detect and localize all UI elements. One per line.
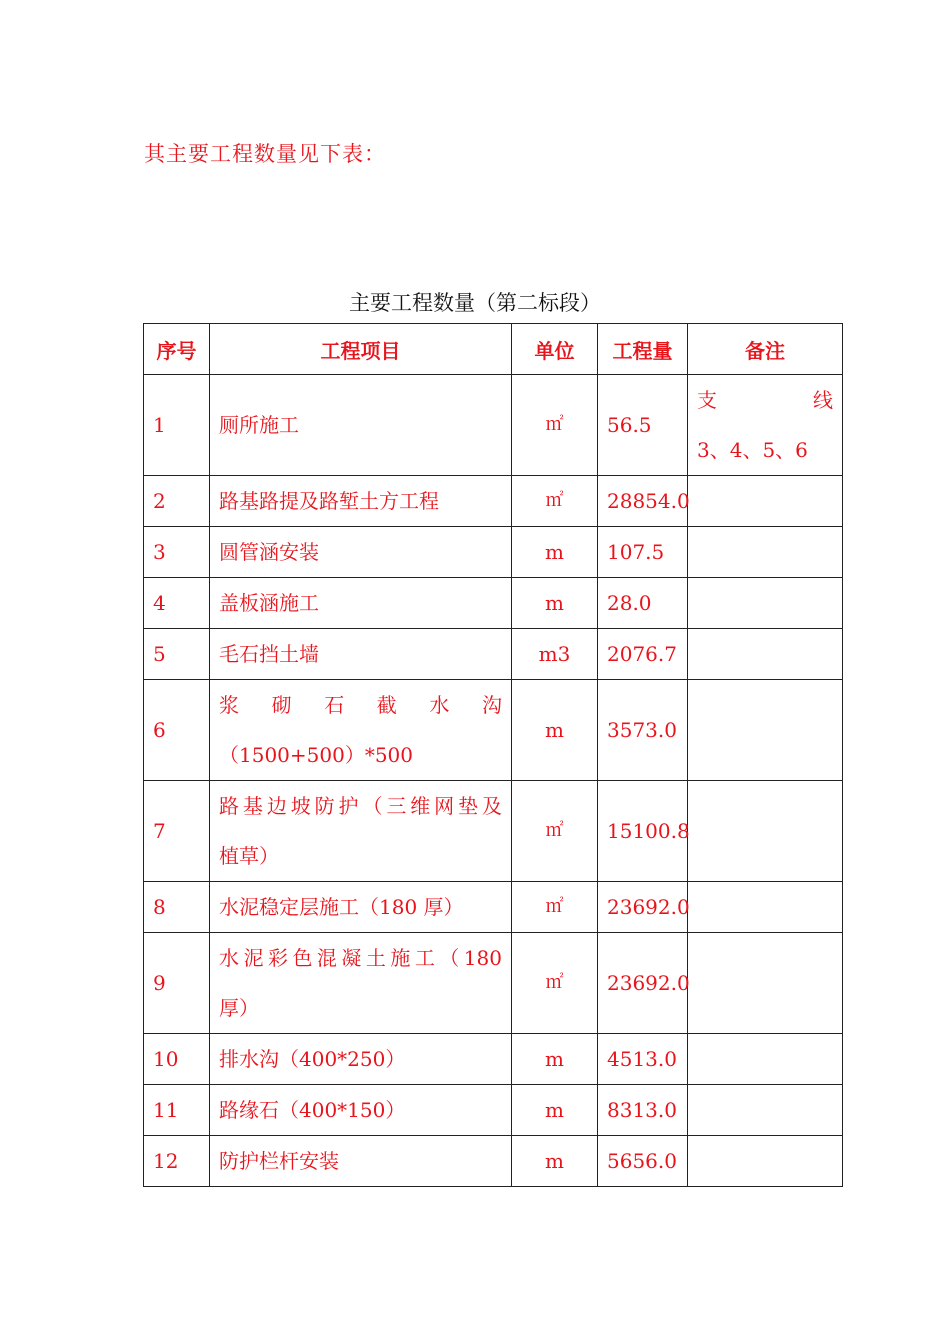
row-unit: m xyxy=(512,527,598,578)
row-unit: ㎡ xyxy=(512,781,598,882)
row-quantity: 15100.8 xyxy=(598,781,688,882)
row-item xyxy=(210,933,512,1034)
row-quantity: 23692.0 xyxy=(598,882,688,933)
row-no: 11 xyxy=(144,1085,210,1136)
row-no: 12 xyxy=(144,1136,210,1187)
row-unit: m xyxy=(512,1136,598,1187)
table-row xyxy=(144,1085,843,1136)
row-no: 2 xyxy=(144,476,210,527)
header-no: 序号 xyxy=(144,324,210,375)
header-quantity: 工程量 xyxy=(598,324,688,375)
row-quantity: 28.0 xyxy=(598,578,688,629)
item-line: 水泥彩色混凝土施工（180 xyxy=(219,946,502,970)
row-quantity: 107.5 xyxy=(598,527,688,578)
row-note xyxy=(688,1034,843,1085)
item-line: 厚） xyxy=(219,996,259,1020)
note-line: 3、4、5、6 xyxy=(697,438,808,462)
row-item: 盖板涵施工 xyxy=(210,578,512,629)
row-quantity: 5656.0 xyxy=(598,1136,688,1187)
row-quantity: 23692.0 xyxy=(598,933,688,1034)
row-item: 路缘石（400*150） xyxy=(210,1085,512,1136)
row-unit: m3 xyxy=(512,629,598,680)
row-item: 排水沟（400*250） xyxy=(210,1034,512,1085)
row-no: 1 xyxy=(144,375,210,476)
row-note xyxy=(688,578,843,629)
row-no: 3 xyxy=(144,527,210,578)
row-no: 5 xyxy=(144,629,210,680)
row-unit: m xyxy=(512,1034,598,1085)
table-row xyxy=(144,680,843,781)
row-item: 毛石挡土墙 xyxy=(210,629,512,680)
quantities-table xyxy=(143,323,843,1187)
row-unit: ㎡ xyxy=(512,375,598,476)
row-no: 7 xyxy=(144,781,210,882)
table-caption: 主要工程数量（第二标段） xyxy=(349,291,601,315)
table-row xyxy=(144,781,843,882)
table-row xyxy=(144,476,843,527)
row-note xyxy=(688,1136,843,1187)
row-unit: m xyxy=(512,1085,598,1136)
row-quantity: 56.5 xyxy=(598,375,688,476)
table-row xyxy=(144,629,843,680)
row-item xyxy=(210,680,512,781)
table-row xyxy=(144,375,843,476)
row-quantity: 3573.0 xyxy=(598,680,688,781)
row-no: 10 xyxy=(144,1034,210,1085)
item-line: 路基边坡防护（三维网垫及 xyxy=(219,794,502,818)
row-quantity: 2076.7 xyxy=(598,629,688,680)
item-line: （1500+500）*500 xyxy=(219,743,414,767)
row-no: 6 xyxy=(144,680,210,781)
table-row xyxy=(144,578,843,629)
row-note xyxy=(688,1085,843,1136)
table-row xyxy=(144,1136,843,1187)
row-item xyxy=(210,781,512,882)
item-line: 浆砌石截水沟 xyxy=(219,693,502,717)
row-note xyxy=(688,680,843,781)
header-unit: 单位 xyxy=(512,324,598,375)
row-unit: ㎡ xyxy=(512,882,598,933)
table-row xyxy=(144,527,843,578)
row-quantity: 28854.0 xyxy=(598,476,688,527)
row-item: 厕所施工 xyxy=(210,375,512,476)
row-note xyxy=(688,375,843,476)
row-note xyxy=(688,476,843,527)
row-unit: ㎡ xyxy=(512,476,598,527)
note-line: 支 线 xyxy=(697,388,833,412)
row-no: 4 xyxy=(144,578,210,629)
row-note xyxy=(688,781,843,882)
row-note xyxy=(688,629,843,680)
table-row xyxy=(144,1034,843,1085)
row-no: 8 xyxy=(144,882,210,933)
row-quantity: 4513.0 xyxy=(598,1034,688,1085)
table-header-row xyxy=(144,324,843,375)
intro-text: 其主要工程数量见下表： xyxy=(144,142,386,166)
table-row xyxy=(144,882,843,933)
header-note: 备注 xyxy=(688,324,843,375)
item-line: 植草） xyxy=(219,844,279,868)
row-unit: m xyxy=(512,680,598,781)
row-no: 9 xyxy=(144,933,210,1034)
row-note xyxy=(688,933,843,1034)
row-item: 水泥稳定层施工（180 厚） xyxy=(210,882,512,933)
row-note xyxy=(688,882,843,933)
table-row xyxy=(144,933,843,1034)
row-item: 路基路提及路堑土方工程 xyxy=(210,476,512,527)
row-note xyxy=(688,527,843,578)
row-quantity: 8313.0 xyxy=(598,1085,688,1136)
header-item: 工程项目 xyxy=(210,324,512,375)
row-unit: ㎡ xyxy=(512,933,598,1034)
row-item: 防护栏杆安装 xyxy=(210,1136,512,1187)
row-item: 圆管涵安装 xyxy=(210,527,512,578)
row-unit: m xyxy=(512,578,598,629)
